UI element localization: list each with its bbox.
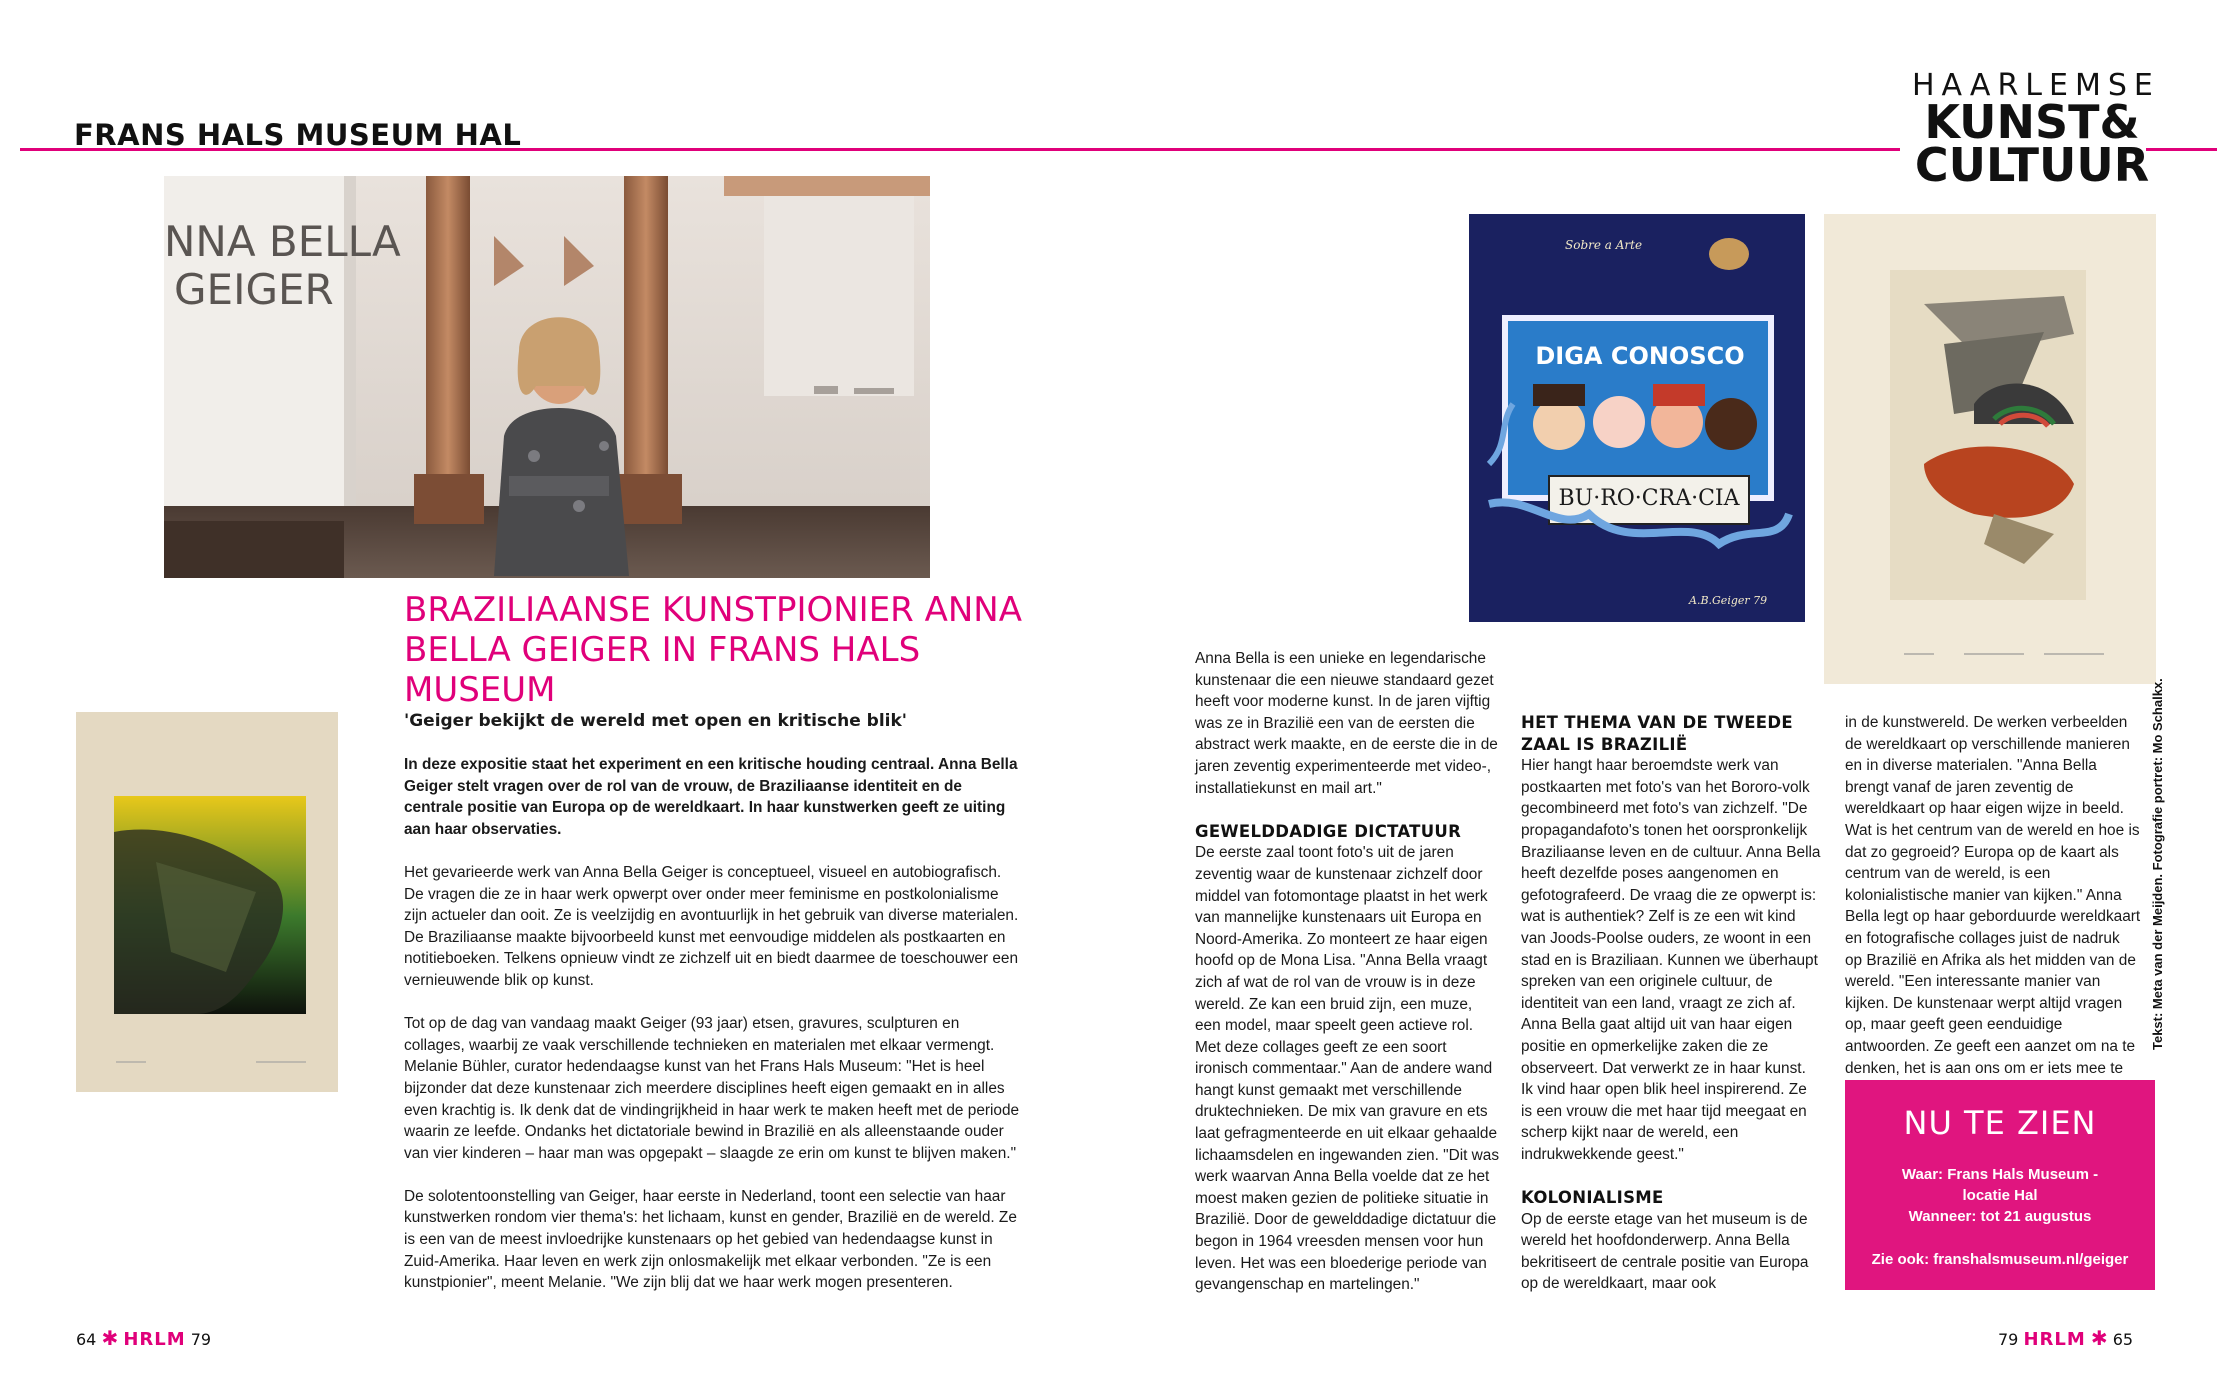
folio-left-issue: 79 (190, 1330, 212, 1349)
brand-line-1: HAARLEMSE (1912, 68, 2160, 103)
folio-right-page: 65 (2112, 1330, 2134, 1349)
paragraph-2: Tot op de dag van vandaag maakt Geiger (93 jaar) etsen, gravures, sculpturen en collages, waarbij ze vaak verschillende technieken en materialen met elkaar vermengt. Melanie Bühler, curator hedendaagse kunst van het Frans Hals Museum: "Het is heel bijzonder dat deze kunstenaar zich meerdere disciplines heeft eigen gemaakt en in alles even krachtig is. Ik denk dat de vindingrijkheid in haar werk te maken heeft met de periode waarin ze leefde. Ondanks het dictatoriale bewind in Brazilië en als alleenstaande ouder van vier kinderen – haar man was opgepakt – slaagde ze erin om kunst te blijven maken." (404, 1015, 1020, 1162)
section-title: FRANS HALS MUSEUM HAL (74, 118, 522, 152)
folio-right-issue: 79 (1998, 1330, 2019, 1349)
exhibition-info-box (1845, 1080, 2155, 1290)
hero-wall-text (164, 218, 401, 314)
column-3-kolonialisme: Op de eerste etage van het museum is de wereld het hoofdonderwerp. Anna Bella bekritiseert de centrale positie van Europa op de wereldkaart, maar ook (1521, 1210, 1809, 1293)
brand-line-3: CULTUUR (1914, 138, 2150, 193)
folio-right-magazine: HRLM (2023, 1329, 2086, 1350)
info-box-where: Waar: Frans Hals Museum - (1901, 1166, 2099, 1183)
subheading-kolonialisme: KOLONIALISME (1521, 1188, 1664, 1208)
paragraph-3: De solotentoonstelling van Geiger, haar eerste in Nederland, toont een selectie van haar kunstwerken rondom vier thema's: het lichaam, kunst en gender, Brazilië en de wereld. Ze is een van de meest invloedrijke kunstenaars op het gebied van hedendaagse kunst in Zuid-Amerika. Haar leven en werk zijn onlosmakelijk met elkaar verbonden. "Ze is een kunstpionier", meent Melanie. "We zijn blij dat we haar werk mogen presenteren. (404, 1187, 1017, 1292)
pull-quote: 'Geiger bekijkt de wereld met open en kritische blik' (404, 711, 907, 731)
info-box-where-2: locatie Hal (1962, 1187, 2038, 1204)
hero-wall-text-line1: NNA BELLA (164, 217, 401, 266)
hero-photo (164, 176, 930, 578)
folio-right (1998, 1326, 2133, 1350)
header-rule-right (2146, 148, 2217, 151)
column-2-intro: Anna Bella is een unieke en legendarische kunstenaar die een nieuwe standaard gezet heeft voor moderne kunst. In de jaren vijftig was ze in Brazilië een van de eersten die abstract werk maakte, en de eerste die in de jaren zeventig experimenteerde met video-, installatiekunst en mail art." (1195, 650, 1498, 797)
folio-left-page: 64 (76, 1330, 97, 1349)
subheading-dictatuur: GEWELDDADIGE DICTATUUR (1195, 821, 1462, 841)
brand-line-2: KUNST& (1924, 94, 2140, 149)
artwork-collage-right (1824, 214, 2156, 684)
artwork-print-left (76, 712, 338, 1092)
column-4-text: in de kunstwereld. De werken verbeelden de wereldkaart op verschillende manieren en in diverse materialen. "Anna Bella brengt vanaf de jaren zeventig de wereldkaart op haar eigen wijze in beeld. Wat is het centrum van de wereld en hoe is dat zo gegroeid? Europa op de kaart als centrum van de wereld, is een kolonialistische manier van kijken." Anna Bella legt op haar geborduurde wereldkaart en fotografische collages juist de nadruk op Brazilië en Afrika als het midden van de wereld. "Een interessante manier van kijken. De kunstenaar werpt altijd vragen op, maar geeft geen eenduidige antwoorden. Ze geeft een aanzet om na te denken, het is aan ons om er iets mee te (1845, 714, 2141, 1077)
info-box-when: Wanneer: tot 21 augustus (1908, 1208, 2092, 1225)
column-3-brazilie: Hier hangt haar beroemdste werk van postkaarten met foto's van het Bororo-volk gecombineerd met foto's van zichzelf. "De propagandafoto's tonen het oorspronkelijk Braziliaanse leven en de cultuur. Anna Bella heeft dezelfde poses aangenomen en gefotografeerd. De vraag die ze opwerpt is: wat is authentiek? Zelf is ze een wit kind van Joods-Poolse ouders, ze woont in een stad en is Braziliaan. Kunnen we überhaupt spreken van een originele cultuur, de identiteit van een land, vraagt ze zich af. Anna Bella gaat altijd uit van haar eigen positie en opmerkelijke zaken die ze observeert. Dat verwerkt ze in haar kunst. Ik vind haar open blik heel inspirerend. Ze is een vrouw die met haar tijd meegaat en scherp kijkt naar de wereld, een indrukwekkende geest." (1521, 757, 1821, 1163)
article-column-4 (1845, 712, 2141, 1122)
article-headline: BRAZILIAANSE KUNSTPIONIER ANNA BELLA GEIGER IN FRANS HALS MUSEUM (404, 590, 1022, 710)
artwork-diga-conosco (1469, 214, 1805, 622)
artwork-signature: A.B.Geiger 79 (1689, 594, 1768, 607)
magazine-brand (1912, 68, 2160, 193)
star-icon: ✱ (2090, 1326, 2108, 1350)
artwork-burocracia: BU·RO·CRA·CIA (1558, 486, 1740, 511)
info-box-website-link[interactable]: Zie ook: franshalsmuseum.nl/geiger (1871, 1251, 2129, 1268)
paragraph-1: Het gevarieerde werk van Anna Bella Geiger is conceptueel, visueel en autobiografisch. De vragen die ze in haar werk opwerpt over onder meer feminisme en postkolonialisme zijn actueler dan ooit. Ze is veelzijdig en avontuurlijk in het gebruik van diverse materialen. De Braziliaanse maakte bijvoorbeeld kunst met eenvoudige middelen als postkaarten en notitieboeken. Telkens opnieuw vindt ze zichzelf uit en biedt daarmee de toeschouwer een vernieuwende blik op kunst. (404, 863, 1019, 989)
hero-wall-text-line2: GEIGER (174, 265, 334, 314)
lead-paragraph: In deze expositie staat het experiment en een kritische houding centraal. Anna Bella Geiger stelt vragen over de rol van de vrouw, de Braziliaanse identiteit en de centrale positie van Europa op de wereldkaart. In haar kunstwerken geeft ze uiting aan haar observaties. (404, 756, 1018, 838)
photo-credit: Tekst: Meta van der Meijden. Fotografie portret: Mo Schalkx. (2150, 678, 2165, 1050)
article-column-2 (1195, 648, 1501, 1317)
article-column-1 (404, 710, 1024, 1315)
artwork-title: DIGA CONOSCO (1535, 342, 1745, 370)
subheading-brazilie: HET THEMA VAN DE TWEEDE ZAAL IS BRAZILIË (1521, 713, 1793, 754)
article-column-3 (1521, 712, 1821, 1317)
column-2-dictatuur: De eerste zaal toont foto's uit de jaren zeventig waar de kunstenaar zichzelf door middel van fotomontage plaatst in het werk van mannelijke kunstenaars uit Europa en Noord-Amerika. Zo monteert ze haar eigen hoofd op de Mona Lisa. "Anna Bella vraagt zich af wat de rol van de vrouw is in deze wereld. Ze kan een bruid zijn, een muze, een model, maar speelt geen actieve rol. Met deze collages geeft ze een soort ironisch commentaar." Aan de andere wand hangt kunst gemaakt met verschillende druktechnieken. De mix van gravure en ets laat gefragmenteerde en uit elkaar gehaalde lichaamsdelen en ingewanden zien. "Dit was werk waarvan Anna Bella voelde dat ze het moest maken gezien de politieke situatie in Brazilië. Door de gewelddadige dictatuur die begon in 1964 vreesden mensen voor hun leven. Het was een bloederige periode van gevangenschap en martelingen." (1195, 844, 1500, 1294)
folio-left (76, 1326, 211, 1350)
artwork-top-label: Sobre a Arte (1565, 238, 1643, 252)
star-icon: ✱ (101, 1326, 119, 1350)
folio-left-magazine: HRLM (123, 1329, 186, 1350)
info-box-title: NU TE ZIEN (1903, 1104, 2097, 1142)
